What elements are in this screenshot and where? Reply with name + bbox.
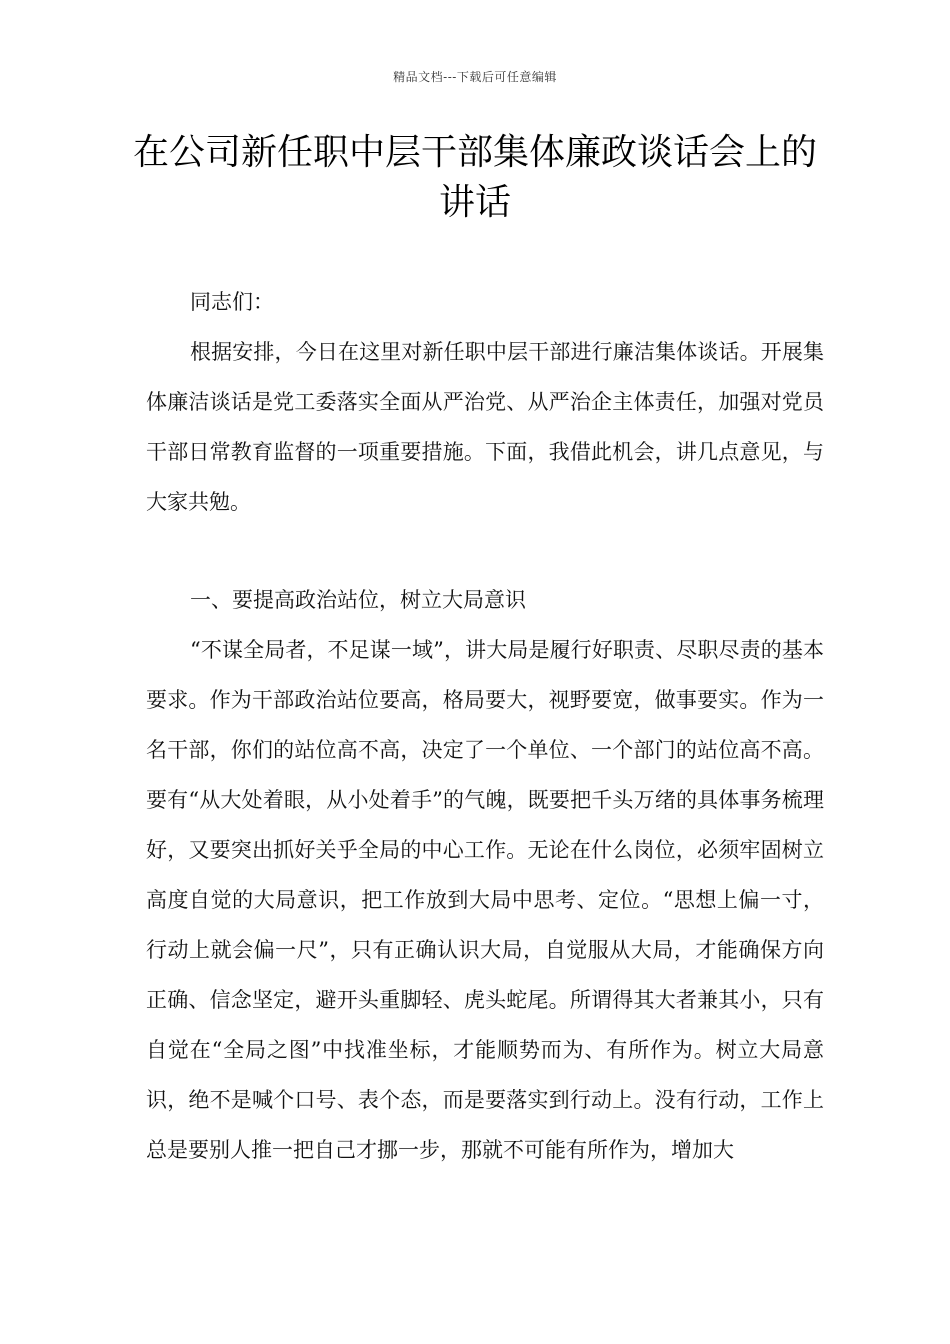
page-header-note: 精品文档---下载后可任意编辑 — [393, 70, 557, 84]
section-body: “不谋全局者，不足谋一域”，讲大局是履行好职责、尽职尽责的基本要求。作为干部政治站位要高，格局要大，视野要宽，做事要实。作为一名干部，你们的站位高不高，决定了一个单位、一个部门的站位高不高。要有“从大处着眼，从小处着手”的气魄，既要把千头万绪的具体事务梳理好，又要突出抓好关乎全局的中心工作。无论在什么岗位，必须牢固树立高度自觉的大局意识，把工作放到大局中思考、定位。“思想上偏一寸，行动上就会偏一尺”，只有正确认识大局，自觉服从大局，才能确保方向正确、信念坚定，避开头重脚轻、虎头蛇尾。所谓得其大者兼其小，只有自觉在“全局之图”中找准坐标，才能顺势而为、有所作为。树立大局意识，绝不是喊个口号、表个态，而是要落实到行动上。没有行动，工作上总是要别人推一把自己才挪一步，那就不可能有所作为，增加大 — [146, 638, 824, 1162]
greeting: 同志们： — [190, 290, 274, 314]
document-title: 在公司新任职中层干部集体廉政谈话会上的讲话 — [132, 132, 817, 223]
intro-paragraph: 根据安排，今日在这里对新任职中层干部进行廉洁集体谈话。开展集体廉洁谈话是党工委落实全面从严治党、从严治企主体责任，加强对党员干部日常教育监督的一项重要措施。下面，我借此机会，讲几点意见，与大家共勉。 — [146, 340, 824, 514]
section-heading: 一、要提高政治站位，树立大局意识 — [190, 588, 526, 612]
